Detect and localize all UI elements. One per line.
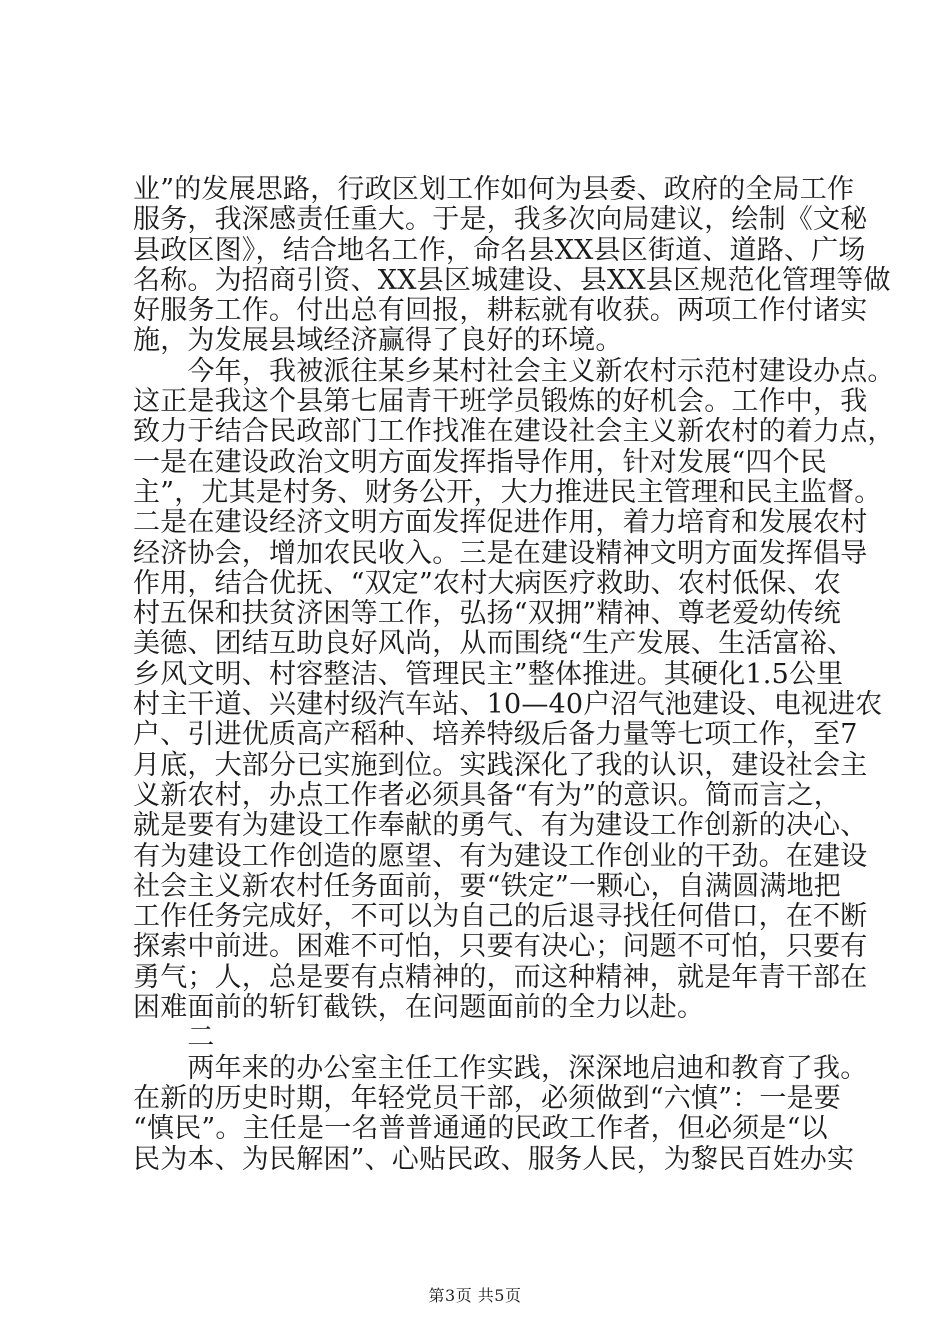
text-line: 义新农村，办点工作者必须具备“有为”的意识。简而言之， [133, 779, 842, 811]
text-line: 施，为发展县域经济赢得了良好的环境。 [133, 325, 623, 357]
text-line: 勇气；人，总是要有点精神的，而这种精神，就是年青干部在 [133, 961, 868, 993]
text-line: 经济协会，增加农民收入。三是在建设精神文明方面发挥倡导 [133, 537, 868, 569]
page-footer: 第3页 共5页 [428, 1286, 522, 1305]
text-line: 有为建设工作创造的愿望、有为建设工作创业的干劲。在建设 [133, 840, 868, 872]
text-line: 二 [133, 1022, 215, 1054]
body-text [133, 174, 895, 1175]
text-line: 就是要有为建设工作奉献的勇气、有为建设工作创新的决心、 [133, 810, 868, 842]
text-line: 名称。为招商引资、XX县区城建设、县XX县区规范化管理等做 [133, 264, 891, 296]
text-line: 主”，尤其是村务、财务公开，大力推进民主管理和民主监督。 [133, 476, 882, 508]
text-line: 美德、团结互助良好风尚，从而围绕“生产发展、生活富裕、 [133, 628, 855, 660]
text-line: “慎民”。主任是一名普普通通的民政工作者，但必须是“以 [133, 1113, 828, 1145]
text-line: 业”的发展思路，行政区划工作如何为县委、政府的全局工作 [133, 174, 855, 205]
text-line: 在新的历史时期，年轻党员干部，必须做到“六慎”：一是要 [133, 1082, 842, 1114]
text-line: 探索中前进。困难不可怕，只要有决心；问题不可怕，只要有 [133, 931, 868, 963]
text-line: 服务，我深感责任重大。于是，我多次向局建议，绘制《文秘 [133, 204, 868, 236]
text-line: 社会主义新农村任务面前，要“铁定”一颗心，自满圆满地把 [133, 870, 842, 902]
text-line: 作用，结合优抚、“双定”农村大病医疗救助、农村低保、农 [133, 567, 842, 599]
text-line: 困难面前的斩钉截铁，在问题面前的全力以赴。 [133, 992, 705, 1024]
text-line: 一是在建设政治文明方面发挥指导作用，针对发展“四个民 [133, 446, 828, 478]
text-line: 户、引进优质高产稻种、培养特级后备力量等七项工作，至7 [133, 719, 858, 751]
text-line: 月底，大部分已实施到位。实践深化了我的认识，建设社会主 [133, 749, 868, 781]
text-line: 这正是我这个县第七届青干班学员锻炼的好机会。工作中，我 [133, 386, 868, 418]
text-line: 乡风文明、村容整洁、管理民主”整体推进。其硬化1.5公里 [133, 658, 844, 690]
text-line: 二是在建设经济文明方面发挥促进作用，着力培育和发展农村 [133, 507, 868, 539]
text-line: 好服务工作。付出总有回报，耕耘就有收获。两项工作付诸实 [133, 295, 868, 327]
text-line: 致力于结合民政部门工作找准在建设社会主义新农村的着力点， [133, 416, 895, 448]
text-line: 县政区图》，结合地名工作，命名县XX县区街道、道路、广场 [133, 234, 866, 266]
text-line: 两年来的办公室主任工作实践，深深地启迪和教育了我。 [133, 1052, 868, 1084]
text-line: 今年，我被派往某乡某村社会主义新农村示范村建设办点。 [133, 355, 895, 387]
text-line: 工作任务完成好，不可以为自己的后退寻找任何借口，在不断 [133, 901, 868, 933]
text-line: 村主干道、兴建村级汽车站、10—40户沼气池建设、电视进农 [133, 689, 883, 721]
text-line: 民为本、为民解困”、心贴民政、服务人民，为黎民百姓办实 [133, 1143, 855, 1175]
text-line: 村五保和扶贫济困等工作，弘扬“双拥”精神、尊老爱幼传统 [133, 598, 842, 630]
